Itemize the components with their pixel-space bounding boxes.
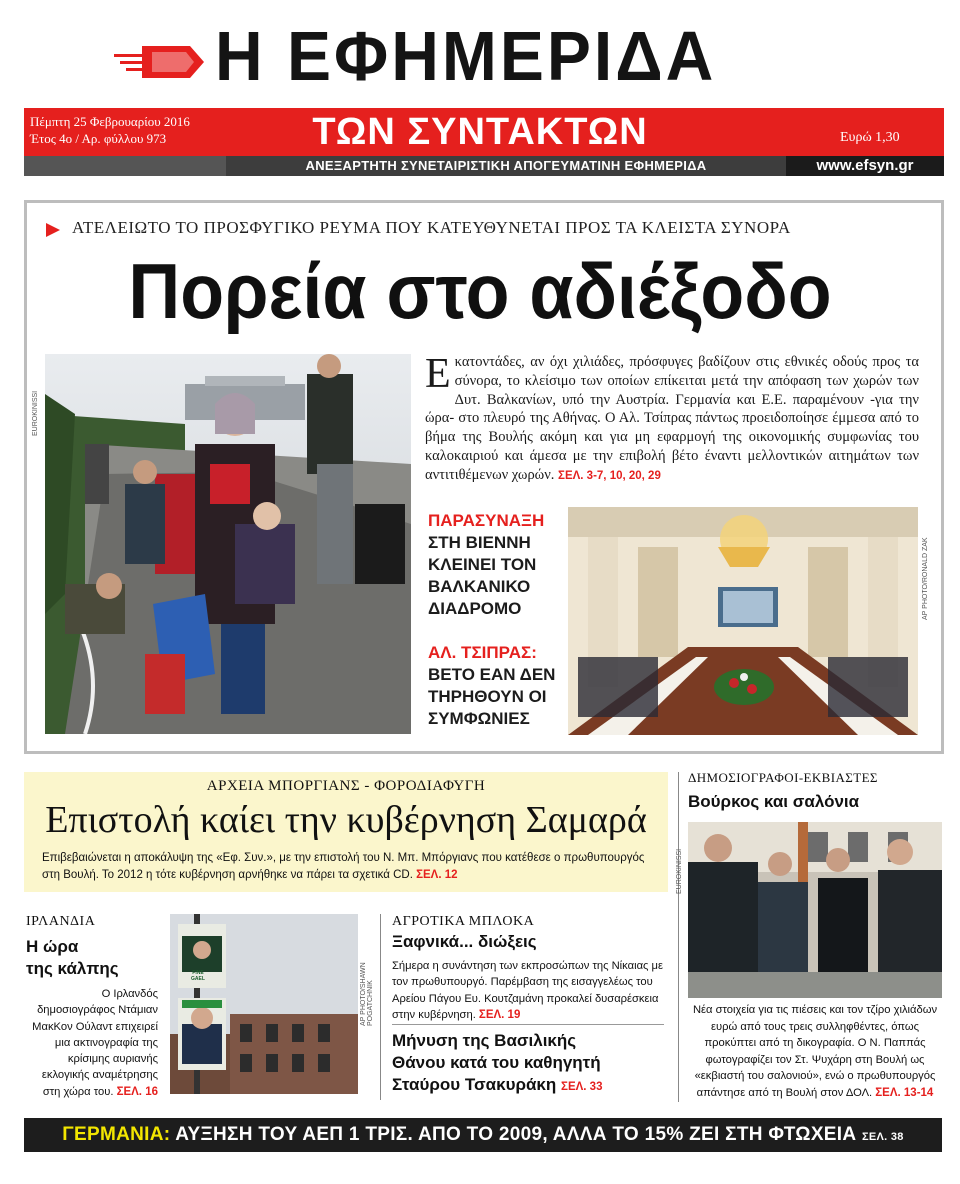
story2-kicker: ΑΡΧΕΙΑ ΜΠΟΡΓΙΑΝΣ - ΦΟΡΟΔΙΑΦΥΓΗ <box>206 778 486 794</box>
tagline: ΑΝΕΞΑΡΤΗΤΗ ΣΥΝΕΤΑΙΡΙΣΤΙΚΗ ΑΠΟΓΕΥΜΑΤΙΝΗ ΕΦΗΜΕΡΙΔΑ <box>305 158 707 173</box>
masthead-title: Η ΕΦΗΜΕΡΙΔΑ <box>215 17 717 95</box>
drop-cap: Ε <box>425 351 451 397</box>
story4-body <box>26 986 158 1100</box>
issue-date: Πέμπτη 25 Φεβρουαρίου 2016 <box>30 114 190 129</box>
story3-headline[interactable]: Βούρκος και σαλόνια <box>688 792 860 811</box>
column-divider <box>678 772 679 1102</box>
story4-page-ref[interactable]: ΣΕΛ. 16 <box>116 1085 158 1098</box>
sub-headline-1 <box>428 532 536 620</box>
story5-body-text: Σήμερα η συνάντηση των εκπροσώπων της Νίκαιας με τον πρωθυπουργό. Παρέμβαση της εισαγγελέως του Αρείου Πάγου Ευ. Κουτζαμάνη προκαλεί δυσαρέσκεια στην κυβέρνηση. <box>392 960 663 1021</box>
story4-headline-line: Η ώρα <box>26 937 79 956</box>
refugees-walking-photo[interactable] <box>45 354 411 734</box>
story5-page-ref[interactable]: ΣΕΛ. 19 <box>478 1008 521 1021</box>
bottom-headline-label: ΓΕΡΜΑΝΙΑ: <box>62 1124 171 1145</box>
logo-rocket-icon <box>112 40 208 84</box>
meeting-photo-credit: AP PHOTO/RONALD ZAK <box>922 537 929 620</box>
story3-page-ref[interactable]: ΣΕΛ. 13-14 <box>875 1086 934 1099</box>
issue-number: Έτος 4ο / Αρ. φύλλου 973 <box>30 131 167 146</box>
lead-body-text: κατοντάδες, αν όχι χιλιάδες, πρόσφυγες βαδίζουν στις εθνικές οδούς προς τα σύνορα, το κλείσιμο των οποίων επίκειται μετά την απόφαση των χωρών των Δυτ. Βαλκανίων, υπό την Αυστρία. Γερμανία και Ε.Ε. παραμένουν -για την ώρα- στο πλευρό της Αθήνας. Ο Αλ. Τσίπρας πάντως προειδοποίησε έμμεσα από το βήμα της Βουλής ακόμη και για μη εφαρμογή της οικονομικής συμφωνίας του καλοκαιριού και άμεσα με την επιβολή βέτο έναντι μελλοντικών αιτημάτων των αντιτιθέμενων χωρών. <box>425 354 919 483</box>
story4-body-text: Ο Ιρλανδός δημοσιογράφος Ντάμιαν ΜακΚον Ούλαντ επιχειρεί μια ακτινογραφία της κρίσιμης αυριανής εκλογικής αναμέτρησης στη χώρα του. <box>32 988 158 1098</box>
sub-headline-2-line: ΤΗΡΗΘΟΥΝ ΟΙ <box>428 687 547 706</box>
lead-page-ref[interactable]: ΣΕΛ. 3-7, 10, 20, 29 <box>558 469 661 482</box>
sub-headline-1-label: ΠΑΡΑΣΥΝΑΞΗ <box>428 511 545 530</box>
story4-headline[interactable] <box>26 936 119 980</box>
ireland-election-photo[interactable] <box>170 914 358 1094</box>
sub-headline-1-line: ΔΙΑΔΡΟΜΟ <box>428 599 522 618</box>
story5-headline[interactable]: Ξαφνικά... διώξεις <box>392 932 537 951</box>
story6-headline-line: Μήνυση της Βασιλικής <box>392 1031 577 1050</box>
sub-headline-1-line: ΚΛΕΙΝΕΙ ΤΟΝ <box>428 555 537 574</box>
masthead-subtitle: ΤΩΝ ΣΥΝΤΑΚΤΩΝ <box>312 111 648 153</box>
story3-body-text: Νέα στοιχεία για τις πιέσεις και τον τζίρο χιλιάδων ευρώ από τους τρεις συλληφθέντες, όπως προκύπτει από τη δικογραφία. Ο Ν. Παππάς φωτογραφίζει τον Στ. Ψυχάρη στη Βουλή ως «εκβιαστή του σαλονιού», ενώ ο πρωθυπουργός απάντησε από τη Βουλή στον ΔΟΛ. <box>692 1004 938 1099</box>
sub-headline-1-line: ΒΑΛΚΑΝΙΚΟ <box>428 577 531 596</box>
story4-headline-line: της κάλπης <box>26 959 119 978</box>
story3-body <box>688 1002 942 1101</box>
story6-headline[interactable] <box>392 1030 664 1098</box>
story3-kicker: ΔΗΜΟΣΙΟΓΡΑΦΟΙ-ΕΚΒΙΑΣΤΕΣ <box>688 770 878 785</box>
lead-body <box>425 353 919 486</box>
story2-headline[interactable]: Επιστολή καίει την κυβέρνηση Σαμαρά <box>45 799 647 841</box>
bottom-headline-text: ΑΥΞΗΣΗ ΤΟΥ ΑΕΠ 1 ΤΡΙΣ. ΑΠΟ ΤΟ 2009, ΑΛΛΑ ΤΟ 15% ΖΕΙ ΣΤΗ ΦΤΩΧΕΙΑ <box>175 1124 857 1145</box>
website-link[interactable]: www.efsyn.gr <box>786 156 944 176</box>
story2-body-text: Επιβεβαιώνεται η αποκάλυψη της «Εφ. Συν.», με την επιστολή του Ν. Μπ. Μπόργιανς που κατέθεσε ο πρωθυπουργός στη Βουλή. Το 2012 η τότε κυβέρνηση αρνήθηκε να πάρει τα σχετικά CD. <box>42 852 645 881</box>
journalists-photo-credit: EUROKINISSI <box>676 848 683 894</box>
story6-headline-line: Θάνου κατά του καθηγητή <box>392 1053 601 1072</box>
lead-photo-credit: EUROKINISSI <box>32 390 39 436</box>
vienna-meeting-photo[interactable] <box>568 507 918 735</box>
story6-headline-line: Σταύρου Τσακυράκη <box>392 1075 557 1094</box>
story6-page-ref[interactable]: ΣΕΛ. 33 <box>561 1081 603 1093</box>
story5-body <box>392 958 664 1023</box>
price: Ευρώ 1,30 <box>840 130 900 145</box>
kicker-arrow-icon <box>46 223 60 237</box>
sub-headline-2-line: ΒΕΤΟ ΕΑΝ ΔΕΝ <box>428 665 556 684</box>
lead-headline[interactable]: Πορεία στο αδιέξοδο <box>128 247 832 335</box>
bottom-page-ref[interactable]: ΣΕΛ. 38 <box>861 1131 904 1143</box>
column-divider <box>380 914 381 1100</box>
poster-text: FINE GAEL <box>191 970 205 982</box>
bottom-headline[interactable] <box>24 1118 942 1154</box>
story2-body <box>42 850 648 884</box>
sub-headline-2-label: ΑΛ. ΤΣΙΠΡΑΣ: <box>428 643 537 662</box>
story2-page-ref[interactable]: ΣΕΛ. 12 <box>416 869 458 881</box>
sub-headline-2-line: ΣΥΜΦΩΝΙΕΣ <box>428 709 530 728</box>
story5-kicker: ΑΓΡΟΤΙΚΑ ΜΠΛΟΚΑ <box>392 914 535 929</box>
lead-kicker: ΑΤΕΛΕΙΩΤΟ ΤΟ ΠΡΟΣΦΥΓΙΚΟ ΡΕΥΜΑ ΠΟΥ ΚΑΤΕΥΘΥΝΕΤΑΙ ΠΡΟΣ ΤΑ ΚΛΕΙΣΤΑ ΣΥΝΟΡΑ <box>72 218 791 237</box>
story4-kicker: ΙΡΛΑΝΔΙΑ <box>26 914 96 929</box>
story-divider <box>392 1024 664 1025</box>
journalists-arrest-photo[interactable] <box>688 822 942 998</box>
sub-headline-2 <box>428 664 555 730</box>
ireland-photo-credit: AP PHOTO/SHAWN POGATCHNIK <box>360 962 374 1026</box>
sub-headline-1-line: ΣΤΗ ΒΙΕΝΝΗ <box>428 533 531 552</box>
